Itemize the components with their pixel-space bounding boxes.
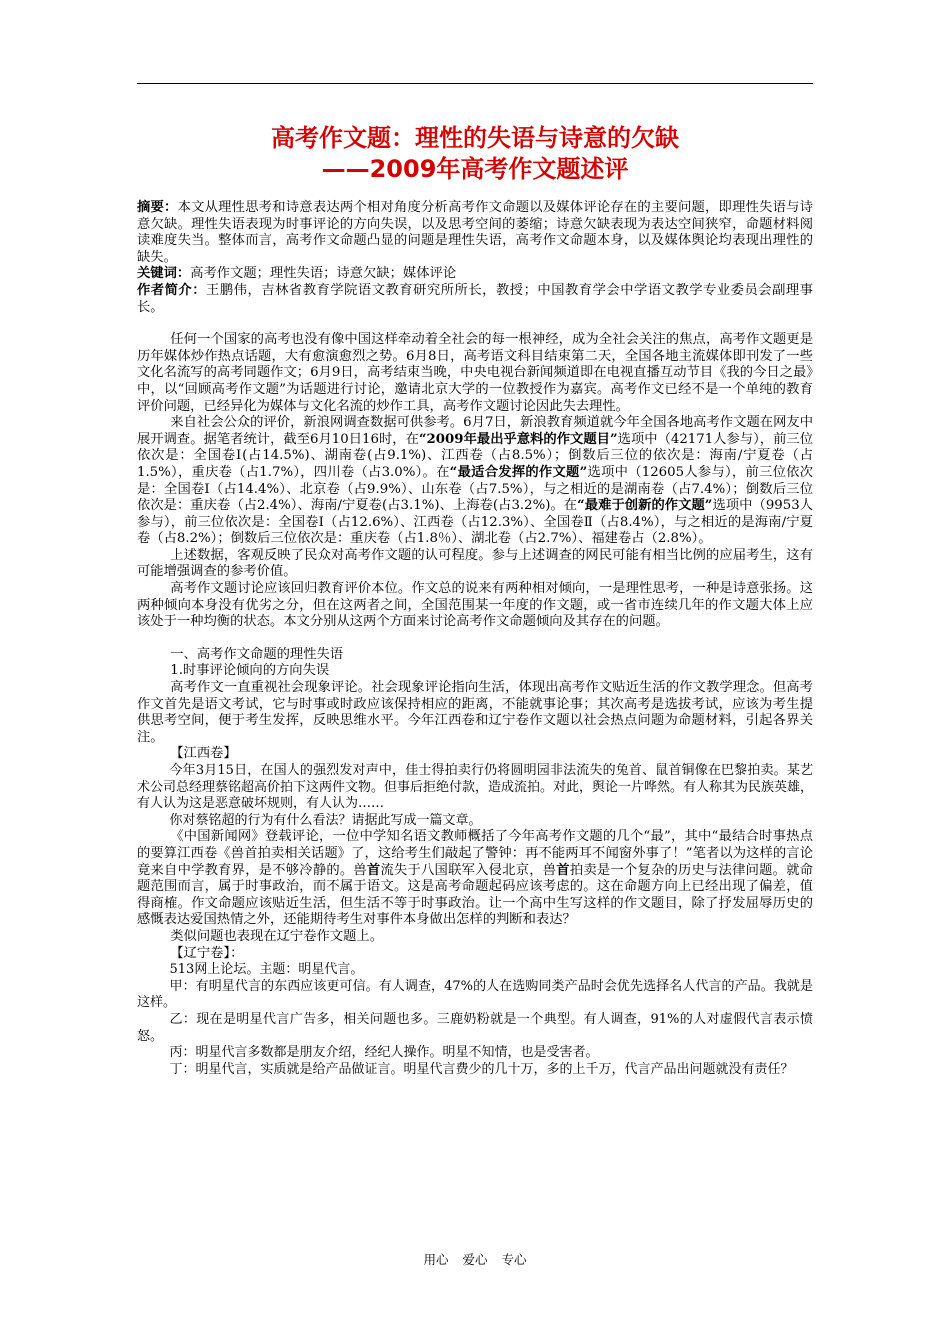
p2-bold-2: “最适合发挥的作文题”	[449, 464, 588, 480]
keywords	[137, 266, 813, 283]
abstract	[137, 200, 813, 266]
article-subtitle: ——2009年高考作文题述评	[321, 155, 629, 183]
p2-bold-1: “2009年最出乎意料的作文题目”	[418, 431, 618, 447]
liaoning-line: 丁：明星代言，实质就是给产品做证言。明星代言费少的几十万，多的上千万，代言产品出问题就没有责任？	[169, 1061, 794, 1077]
paragraph-2	[137, 415, 813, 548]
abstract-text: 本文从理性思考和诗意表达两个相对角度分析高考作文命题以及媒体评论存在的主要问题，即理性失语与诗意欠缺。理性失语表现为时事评论的方向失误，以及思考空间的萎缩；诗意欠缺表现为表达空间狭窄，命题材料阅读难度失当。整体而言，高考作文命题凸显的问题是理性失语，高考作文命题本身，以及媒体舆论均表现出理性的缺失。	[137, 200, 814, 265]
paragraph-4: 高考作文题讨论应该回归教育评价本位。作文总的说来有两种相对倾向，一是理性思考，一种是诗意张扬。这两种倾向本身没有优劣之分，但在这两者之间，全国范围某一年度的作文题，或一省市连续几年的作文题大体上应该处于一种均衡的状态。本文分别从这两个方面来讨论高考作文命题倾向及其存在的问题。	[137, 581, 813, 630]
jiangxi-label: 【江西卷】	[170, 746, 237, 762]
article-body	[137, 200, 813, 1078]
p6-text-1: 《中国新闻网》登载评论，一位中学知名语文教师概括了今年高考作文题的几个“最”，其中“最结合时事热点的要算江西卷《兽首拍卖相关话题》了，这给考生们敲起了警钟：再不能两耳不闻窗外事了！”笔者以为这样的言论竟来自中学教育界，是不够冷静的。兽	[137, 829, 813, 878]
keywords-text: 高考作文题；理性失语；诗意欠缺；媒体评论	[190, 266, 457, 282]
p2-text-1: 来自社会公众的评价，新浪网调查数据可供参考。6月7日，新浪教育频道就今年全国各地高考作文题在网友中展开调查。据笔者统计，截至6月10日16时，在	[137, 415, 813, 447]
p6-text-2: 流失于八国联军入侵北京，兽	[380, 862, 557, 878]
keywords-label: 关键词：	[137, 266, 191, 282]
jiangxi-prompt: 今年3月15日，在国人的强烈发对声中，佳士得拍卖行仍将圆明园非法流失的兔首、鼠首铜像在巴黎拍卖。某艺术公司总经理蔡铭超高价拍下这两件文物。但事后拒绝付款，造成流拍。对此，舆论一片哗然。有人称其为民族英雄，有人认为这是恶意破坏规则，有人认为……	[137, 763, 814, 812]
paragraph-5: 高考作文一直重视社会现象评论。社会现象评论指向生活，体现出高考作文贴近生活的作文教学理念。但高考作文首先是语文考试，它与时事或时政应该保持相应的距离，不能就事论事；其次高考是选拔考试，应该为考生提供思考空间，便于考生发挥，反映思维水平。今年江西卷和辽宁卷作文题以社会热点问题为命题材料，引起各界关注。	[137, 680, 813, 745]
author-intro	[137, 283, 813, 316]
subsection-heading-1-1: 1.时事评论倾向的方向失误	[170, 663, 330, 679]
article-title: 高考作文题：理性的失语与诗意的欠缺	[271, 124, 679, 152]
author-text: 王鹏伟，吉林省教育学院语文教育研究所所长，教授；中国教育学会中学语文教学专业委员会副理事长。	[137, 282, 814, 315]
p6-bold-2: 首	[556, 862, 570, 878]
p2-bold-3: “最难于创新的作文题”	[577, 498, 713, 514]
p2-text-2: 选项中（42171人参与），前三位依次是：全国卷Ⅰ(占14.5%)、湖南卷(占9.1%)、江西卷（占8.5%）；倒数后三位的依次是：海南/宁夏卷（占1.5%），重庆卷（占1.7%），四川卷（占3.0%）。在	[137, 431, 813, 480]
paragraph-6	[137, 829, 813, 929]
page-footer: 用心 爱心 专心	[423, 1252, 527, 1267]
liaoning-line: 丙：明星代言多数都是朋友介绍，经纪人操作。明星不知情，也是受害者。	[169, 1045, 599, 1061]
p2-text-3: 选项中（12605人参与），前三位依次是：全国卷Ⅰ（占14.4%）、北京卷（占9.9%）、山东卷（占7.5%），与之相近的是湖南卷（占7.4%）；倒数后三位依次是：重庆卷（占2.4%）、海南/宁夏卷(占3.1%)、上海卷(占3.2%)。在	[137, 464, 813, 514]
jiangxi-question: 你对蔡铭超的行为有什么看法？请据此写成一篇文章。	[169, 812, 482, 828]
author-label: 作者简介：	[137, 282, 207, 298]
paragraph-3: 上述数据，客观反映了民众对高考作文题的认可程度。参与上述调查的网民可能有相当比例的应届考生，这有可能增强调查的参考价值。	[137, 547, 813, 580]
p2-text-4: 选项中（9953人参与），前三位依次是：全国卷Ⅰ（占12.6%）、江西卷（占12.3%）、全国卷Ⅱ（占8.4%），与之相近的是海南/宁夏卷（占8.2%）；倒数后三位依次是：重庆卷（占1.8％）、湖北卷（占2.7%）、福建卷占（2.8%）。	[137, 498, 813, 547]
paragraph-7: 类似问题也表现在辽宁卷作文题上。	[170, 928, 383, 944]
p6-text-3: 拍卖是一个复杂的历史与法律问题。就命题范围而言，属于时事政治，而不属于语文。这是高考命题起码应该考虑的。这在命题方向上已经出现了偏差，值得商榷。作文命题应该贴近生活，但生活不等于时事政治。让一个高中生写这样的作文题目，除了抒发屈辱历史的感慨表达爱国热情之外，还能期待考生对事件本身做出怎样的判断和表达？	[137, 862, 814, 928]
liaoning-line: 甲：有明星代言的东西应该更可信。有人调查，47%的人在选购同类产品时会优先选择名人代言的产品。我就是这样。	[137, 978, 813, 1011]
paragraph-1: 任何一个国家的高考也没有像中国这样牵动着全社会的每一根神经，成为全社会关注的焦点，高考作文题更是历年媒体炒作热点话题，大有愈演愈烈之势。6月8日，高考语文科目结束第二天，全国各地主流媒体即刊发了一些文化名流写的高考同题作文；6月9日，高考结束当晚，中央电视台新闻频道即在电视直播互动节目《我的今日之最》中，以“回顾高考作文题”为话题进行讨论，邀请北京大学的一位教授作为嘉宾。高考作文已经不是一个单纯的教育评价问题，已经异化为媒体与文化名流的炒作工具，高考作文题讨论因此失去理性。	[137, 332, 813, 414]
liaoning-line: 513网上论坛。主题：明星代言。	[169, 962, 364, 978]
section-heading-1: 一、高考作文命题的理性失语	[170, 646, 344, 662]
liaoning-line: 乙：现在是明星代言广告多，相关问题也多。三鹿奶粉就是一个典型。有人调查，91%的人对虚假代言表示愤怒。	[137, 1011, 813, 1044]
header-rule	[137, 83, 813, 84]
p6-bold-1: 首	[366, 862, 381, 878]
liaoning-label: 【辽宁卷】：	[170, 945, 244, 961]
abstract-label: 摘要：	[137, 200, 178, 215]
